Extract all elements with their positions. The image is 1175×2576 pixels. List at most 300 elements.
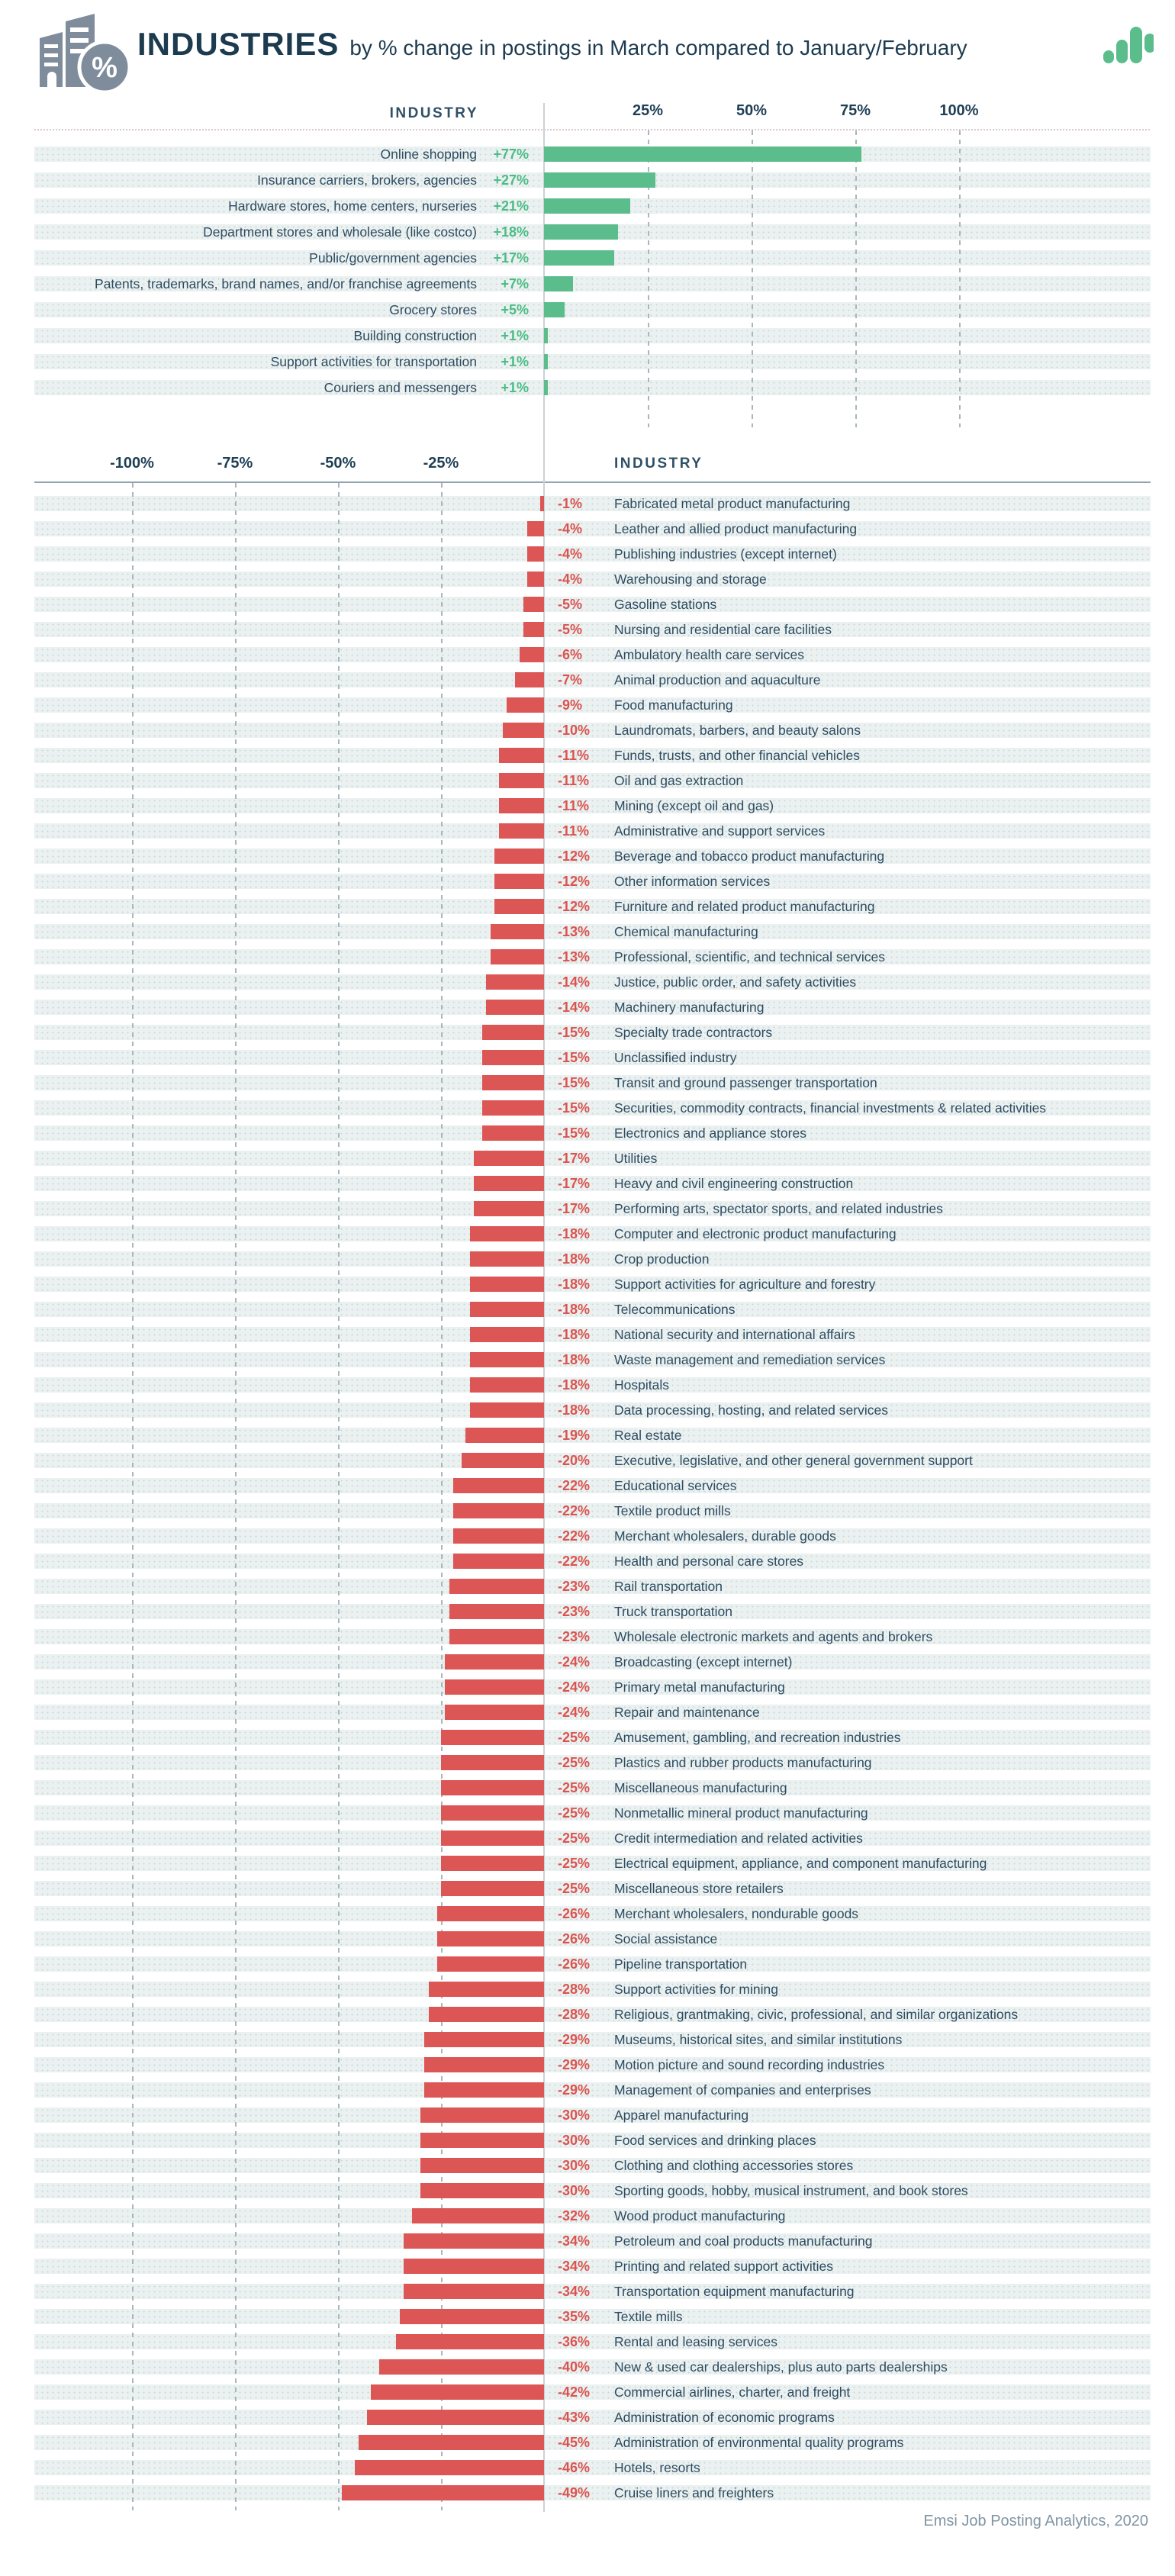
- bar-chart-logo-icon: [1102, 21, 1154, 69]
- row-band: [34, 1251, 1151, 1267]
- negative-bar-rows: [0, 491, 1175, 2506]
- value-bar: [441, 1856, 544, 1871]
- value-bar: [544, 147, 861, 162]
- row-band: [34, 2410, 1151, 2425]
- row-band: [34, 1352, 1151, 1367]
- row-band: [34, 949, 1151, 964]
- value-bar: [470, 1327, 544, 1342]
- value-bar: [470, 1226, 544, 1241]
- value-bar: [429, 1982, 544, 1997]
- bar-row: [0, 1398, 1175, 1423]
- industry-label: Printing and related support activities: [614, 2259, 833, 2274]
- value-bar: [494, 874, 544, 889]
- value-bar: [491, 924, 544, 939]
- value-label: -12%: [558, 899, 591, 914]
- value-label: -26%: [558, 1956, 591, 1972]
- value-label: -15%: [558, 1050, 591, 1065]
- bar-row: [0, 517, 1175, 542]
- bar-row: [0, 768, 1175, 794]
- industry-label: Hardware stores, home centers, nurseries: [228, 198, 477, 214]
- row-band: [34, 546, 1151, 562]
- bar-row: [0, 1297, 1175, 1322]
- value-label: -22%: [558, 1528, 591, 1544]
- value-label: -5%: [558, 622, 583, 637]
- value-label: -26%: [558, 1906, 591, 1921]
- industry-label: Administrative and support services: [614, 823, 826, 839]
- row-band: [34, 521, 1151, 536]
- bar-row: [0, 1448, 1175, 1473]
- bar-row: [0, 1272, 1175, 1297]
- top-chart-header-rule: [34, 129, 1151, 130]
- row-band: [34, 1453, 1151, 1468]
- value-label: -15%: [558, 1025, 591, 1040]
- bar-row: [0, 2380, 1175, 2405]
- bar-row: [0, 2002, 1175, 2027]
- row-band: [34, 748, 1151, 763]
- page-title: INDUSTRIES: [137, 26, 340, 62]
- industry-label: Heavy and civil engineering construction: [614, 1176, 854, 1191]
- value-label: -20%: [558, 1453, 591, 1468]
- industry-label: Motion picture and sound recording industries: [614, 2057, 885, 2072]
- industry-label: Laundromats, barbers, and beauty salons: [614, 723, 861, 738]
- bar-row: [0, 2178, 1175, 2204]
- row-band: [34, 1805, 1151, 1821]
- industry-label: Merchant wholesalers, durable goods: [614, 1528, 836, 1544]
- industry-label: Commercial airlines, charter, and freight: [614, 2384, 851, 2400]
- value-label: -15%: [558, 1075, 591, 1090]
- value-label: +18%: [493, 224, 529, 240]
- industry-label: Oil and gas extraction: [614, 773, 744, 788]
- value-bar: [515, 672, 544, 687]
- value-label: -4%: [558, 572, 583, 587]
- industry-label: Merchant wholesalers, nondurable goods: [614, 1906, 859, 1921]
- value-bar: [441, 1755, 544, 1770]
- value-label: -29%: [558, 2032, 591, 2047]
- industry-label: Credit intermediation and related activities: [614, 1831, 863, 1846]
- row-band: [34, 1629, 1151, 1644]
- row-band: [34, 723, 1151, 738]
- value-bar: [465, 1428, 544, 1443]
- industry-label: Petroleum and coal products manufacturing: [614, 2233, 873, 2249]
- value-bar: [503, 723, 544, 738]
- bar-row: [0, 2229, 1175, 2254]
- row-band: [34, 2107, 1151, 2123]
- industry-label: Patents, trademarks, brand names, and/or franchise agreements: [95, 276, 477, 291]
- row-band: [34, 2158, 1151, 2173]
- row-band: [34, 1428, 1151, 1443]
- industry-label: Leather and allied product manufacturing: [614, 521, 858, 536]
- value-label: -30%: [558, 2107, 591, 2123]
- value-label: -29%: [558, 2057, 591, 2072]
- industry-label: Miscellaneous manufacturing: [614, 1780, 787, 1795]
- vertical-gridline: [441, 483, 443, 2510]
- bar-row: [0, 668, 1175, 693]
- value-bar: [445, 1705, 544, 1720]
- industry-label: Support activities for mining: [614, 1982, 778, 1997]
- industry-label: Beverage and tobacco product manufacturing: [614, 848, 885, 864]
- bar-row: [0, 1901, 1175, 1927]
- value-label: -23%: [558, 1579, 591, 1594]
- bar-row: [0, 1574, 1175, 1599]
- bar-row: [0, 2128, 1175, 2153]
- bar-row: [0, 1373, 1175, 1398]
- value-label: -25%: [558, 1755, 591, 1770]
- value-label: -34%: [558, 2284, 591, 2299]
- bar-row: [0, 167, 1175, 193]
- bar-row: [0, 1675, 1175, 1700]
- value-bar: [355, 2460, 544, 2475]
- value-bar: [449, 1579, 544, 1594]
- value-bar: [437, 1906, 544, 1921]
- value-bar: [420, 2107, 544, 2123]
- row-band: [34, 974, 1151, 990]
- value-bar: [396, 2334, 544, 2349]
- value-bar: [527, 546, 544, 562]
- value-bar: [486, 1000, 544, 1015]
- value-bar: [429, 2007, 544, 2022]
- value-label: -25%: [558, 1856, 591, 1871]
- value-label: -23%: [558, 1629, 591, 1644]
- bar-row: [0, 844, 1175, 869]
- row-band: [34, 1831, 1151, 1846]
- value-bar: [453, 1528, 544, 1544]
- bar-row: [0, 2304, 1175, 2330]
- bar-row: [0, 970, 1175, 995]
- bar-row: [0, 141, 1175, 167]
- bottom-industry-column-header: INDUSTRY: [614, 456, 703, 472]
- value-label: -25%: [558, 1831, 591, 1846]
- row-band: [34, 1226, 1151, 1241]
- page-title-group: [137, 26, 967, 63]
- row-band: [34, 1402, 1151, 1418]
- industry-label: Electrical equipment, appliance, and component manufacturing: [614, 1856, 987, 1871]
- row-band: [34, 2082, 1151, 2098]
- value-label: -25%: [558, 1881, 591, 1896]
- value-label: -32%: [558, 2208, 591, 2223]
- bar-row: [0, 617, 1175, 642]
- row-band: [34, 1931, 1151, 1946]
- bar-row: [0, 1801, 1175, 1826]
- row-band: [34, 874, 1151, 889]
- bar-row: [0, 375, 1175, 401]
- row-band: [34, 1881, 1151, 1896]
- value-label: +21%: [493, 198, 529, 214]
- vertical-gridline: [132, 483, 134, 2510]
- value-bar: [482, 1050, 544, 1065]
- row-band: [34, 1176, 1151, 1191]
- industry-label: Unclassified industry: [614, 1050, 737, 1065]
- row-band: [34, 1528, 1151, 1544]
- industry-label: Health and personal care stores: [614, 1554, 804, 1569]
- value-label: +17%: [493, 250, 529, 266]
- industry-label: Professional, scientific, and technical services: [614, 949, 886, 964]
- bar-row: [0, 642, 1175, 668]
- row-band: [34, 1705, 1151, 1720]
- industry-label: Public/government agencies: [309, 250, 477, 266]
- value-label: +77%: [493, 147, 529, 162]
- value-label: -11%: [558, 773, 590, 788]
- page-subtitle: by % change in postings in March compared to January/February: [349, 36, 967, 60]
- industry-label: Museums, historical sites, and similar institutions: [614, 2032, 903, 2047]
- value-bar: [470, 1352, 544, 1367]
- value-bar: [470, 1302, 544, 1317]
- row-band: [34, 2032, 1151, 2047]
- industry-label: Textile product mills: [614, 1503, 731, 1518]
- industry-label: Transit and ground passenger transportation: [614, 1075, 877, 1090]
- value-label: +7%: [501, 276, 529, 291]
- bar-row: [0, 1247, 1175, 1272]
- value-label: -22%: [558, 1554, 591, 1569]
- bar-row: [0, 1952, 1175, 1977]
- value-label: -49%: [558, 2485, 591, 2500]
- value-label: -4%: [558, 521, 583, 536]
- industry-label: Telecommunications: [614, 1302, 736, 1317]
- value-label: -34%: [558, 2259, 591, 2274]
- bar-row: [0, 2254, 1175, 2279]
- industry-label: Social assistance: [614, 1931, 718, 1946]
- row-band: [34, 2460, 1151, 2475]
- value-label: -22%: [558, 1503, 591, 1518]
- value-label: -18%: [558, 1302, 591, 1317]
- row-band: [34, 2435, 1151, 2450]
- bar-row: [0, 245, 1175, 271]
- value-label: -22%: [558, 1478, 591, 1493]
- industry-label: Chemical manufacturing: [614, 924, 758, 939]
- industry-label: Nursing and residential care facilities: [614, 622, 832, 637]
- value-bar: [462, 1453, 544, 1468]
- value-label: -45%: [558, 2435, 591, 2450]
- value-label: -35%: [558, 2309, 591, 2324]
- bar-row: [0, 1599, 1175, 1624]
- industry-label: Data processing, hosting, and related services: [614, 1402, 888, 1418]
- value-bar: [470, 1251, 544, 1267]
- industry-label: Plastics and rubber products manufacturing: [614, 1755, 872, 1770]
- bar-row: [0, 718, 1175, 743]
- value-label: -15%: [558, 1125, 591, 1141]
- row-band: [34, 823, 1151, 839]
- industry-label: Wood product manufacturing: [614, 2208, 786, 2223]
- bar-row: [0, 1146, 1175, 1171]
- industry-label: Clothing and clothing accessories stores: [614, 2158, 854, 2173]
- industry-label: Specialty trade contractors: [614, 1025, 773, 1040]
- industry-label: Food services and drinking places: [614, 2133, 816, 2148]
- value-label: -6%: [558, 647, 583, 662]
- bar-row: [0, 2455, 1175, 2481]
- value-label: +1%: [501, 354, 529, 369]
- row-band: [34, 1906, 1151, 1921]
- bar-row: [0, 1322, 1175, 1348]
- industry-label: Amusement, gambling, and recreation industries: [614, 1730, 901, 1745]
- bar-row: [0, 794, 1175, 819]
- vertical-gridline: [235, 483, 237, 2510]
- industry-label: Pipeline transportation: [614, 1956, 748, 1972]
- bar-row: [0, 1171, 1175, 1196]
- row-band: [34, 798, 1151, 813]
- bar-row: [0, 1725, 1175, 1750]
- industry-label: Hotels, resorts: [614, 2460, 700, 2475]
- row-band: [34, 2284, 1151, 2299]
- industry-label: Funds, trusts, and other financial vehicles: [614, 748, 860, 763]
- row-band: [34, 2384, 1151, 2400]
- value-bar: [342, 2485, 544, 2500]
- value-label: -24%: [558, 1705, 591, 1720]
- row-band: [34, 647, 1151, 662]
- row-band: [34, 697, 1151, 713]
- industry-label: Sporting goods, hobby, musical instrument, and book stores: [614, 2183, 968, 2198]
- bar-row: [0, 1876, 1175, 1901]
- industry-label: National security and international affairs: [614, 1327, 855, 1342]
- value-label: -28%: [558, 2007, 591, 2022]
- value-bar: [523, 622, 544, 637]
- bar-row: [0, 567, 1175, 592]
- industry-label: Waste management and remediation services: [614, 1352, 886, 1367]
- row-band: [34, 2208, 1151, 2223]
- value-label: -34%: [558, 2233, 591, 2249]
- axis-tick-label: -25%: [423, 455, 459, 472]
- value-bar: [379, 2359, 544, 2375]
- row-band: [34, 1503, 1151, 1518]
- row-band: [34, 672, 1151, 687]
- industry-label: Cruise liners and freighters: [614, 2485, 774, 2500]
- bar-row: [0, 1650, 1175, 1675]
- row-band: [34, 1125, 1151, 1141]
- industry-label: Department stores and wholesale (like costco): [203, 224, 477, 240]
- value-bar: [424, 2057, 544, 2072]
- industry-label: Utilities: [614, 1151, 658, 1166]
- positive-bar-rows: [0, 141, 1175, 401]
- bar-row: [0, 1977, 1175, 2002]
- row-band: [34, 1151, 1151, 1166]
- row-band: [34, 1478, 1151, 1493]
- bar-row: [0, 297, 1175, 323]
- industry-label: Transportation equipment manufacturing: [614, 2284, 855, 2299]
- bar-row: [0, 2103, 1175, 2128]
- value-bar: [441, 1780, 544, 1795]
- value-bar: [420, 2158, 544, 2173]
- bar-row: [0, 193, 1175, 219]
- value-bar: [544, 328, 548, 343]
- value-bar: [482, 1025, 544, 1040]
- row-band: [34, 924, 1151, 939]
- industry-label: Miscellaneous store retailers: [614, 1881, 784, 1896]
- bar-row: [0, 995, 1175, 1020]
- industry-label: Other information services: [614, 874, 771, 889]
- row-band: [34, 2259, 1151, 2274]
- top-industry-column-header: INDUSTRY: [389, 105, 478, 121]
- row-band: [34, 773, 1151, 788]
- value-bar: [449, 1604, 544, 1619]
- row-band: [34, 2309, 1151, 2324]
- value-bar: [494, 899, 544, 914]
- value-bar: [544, 250, 614, 266]
- industry-label: Educational services: [614, 1478, 737, 1493]
- value-label: -43%: [558, 2410, 591, 2425]
- value-label: -12%: [558, 874, 591, 889]
- value-label: -36%: [558, 2334, 591, 2349]
- vertical-gridline: [855, 130, 857, 427]
- row-band: [34, 1302, 1151, 1317]
- value-label: -18%: [558, 1277, 591, 1292]
- row-band: [34, 572, 1151, 587]
- row-band: [34, 380, 1151, 395]
- bar-row: [0, 219, 1175, 245]
- value-label: -15%: [558, 1100, 591, 1116]
- row-band: [34, 1730, 1151, 1745]
- industry-label: Online shopping: [380, 147, 477, 162]
- axis-tick-label: 100%: [939, 102, 979, 119]
- bar-row: [0, 2204, 1175, 2229]
- row-band: [34, 1755, 1151, 1770]
- value-label: -14%: [558, 1000, 591, 1015]
- bar-row: [0, 945, 1175, 970]
- row-band: [34, 1780, 1151, 1795]
- value-bar: [449, 1629, 544, 1644]
- value-label: -42%: [558, 2384, 591, 2400]
- value-bar: [437, 1956, 544, 1972]
- value-label: -25%: [558, 1730, 591, 1745]
- value-label: -18%: [558, 1251, 591, 1267]
- industry-label: Machinery manufacturing: [614, 1000, 765, 1015]
- value-bar: [404, 2284, 544, 2299]
- value-bar: [424, 2032, 544, 2047]
- value-label: +1%: [501, 328, 529, 343]
- industry-label: Electronics and appliance stores: [614, 1125, 806, 1141]
- value-bar: [523, 597, 544, 612]
- industry-label: Support activities for agriculture and forestry: [614, 1277, 876, 1292]
- industry-label: Grocery stores: [389, 302, 477, 317]
- value-bar: [474, 1151, 544, 1166]
- bar-row: [0, 349, 1175, 375]
- row-band: [34, 2133, 1151, 2148]
- row-band: [34, 597, 1151, 612]
- industry-label: Broadcasting (except internet): [614, 1654, 793, 1670]
- value-bar: [412, 2208, 544, 2223]
- bar-row: [0, 2481, 1175, 2506]
- value-label: -12%: [558, 848, 591, 864]
- vertical-gridline: [338, 483, 340, 2510]
- vertical-gridline: [752, 130, 753, 427]
- value-bar: [540, 496, 544, 511]
- row-band: [34, 1604, 1151, 1619]
- industry-label: New & used car dealerships, plus auto parts dealerships: [614, 2359, 948, 2375]
- industry-label: Furniture and related product manufacturing: [614, 899, 875, 914]
- value-label: -24%: [558, 1654, 591, 1670]
- value-label: -28%: [558, 1982, 591, 1997]
- row-band: [34, 848, 1151, 864]
- bar-row: [0, 2078, 1175, 2103]
- industry-label: Support activities for transportation: [270, 354, 477, 369]
- value-label: -29%: [558, 2082, 591, 2098]
- value-bar: [445, 1654, 544, 1670]
- value-label: -17%: [558, 1201, 591, 1216]
- value-label: -14%: [558, 974, 591, 990]
- bar-row: [0, 323, 1175, 349]
- row-band: [34, 1277, 1151, 1292]
- value-label: -24%: [558, 1679, 591, 1695]
- bar-row: [0, 2153, 1175, 2178]
- bar-row: [0, 1222, 1175, 1247]
- value-bar: [544, 302, 565, 317]
- row-band: [34, 1654, 1151, 1670]
- bar-row: [0, 1776, 1175, 1801]
- value-label: -30%: [558, 2133, 591, 2148]
- value-label: -40%: [558, 2359, 591, 2375]
- industry-label: Mining (except oil and gas): [614, 798, 774, 813]
- bar-row: [0, 1499, 1175, 1524]
- bar-row: [0, 2405, 1175, 2430]
- row-band: [34, 1201, 1151, 1216]
- industry-label: Animal production and aquaculture: [614, 672, 821, 687]
